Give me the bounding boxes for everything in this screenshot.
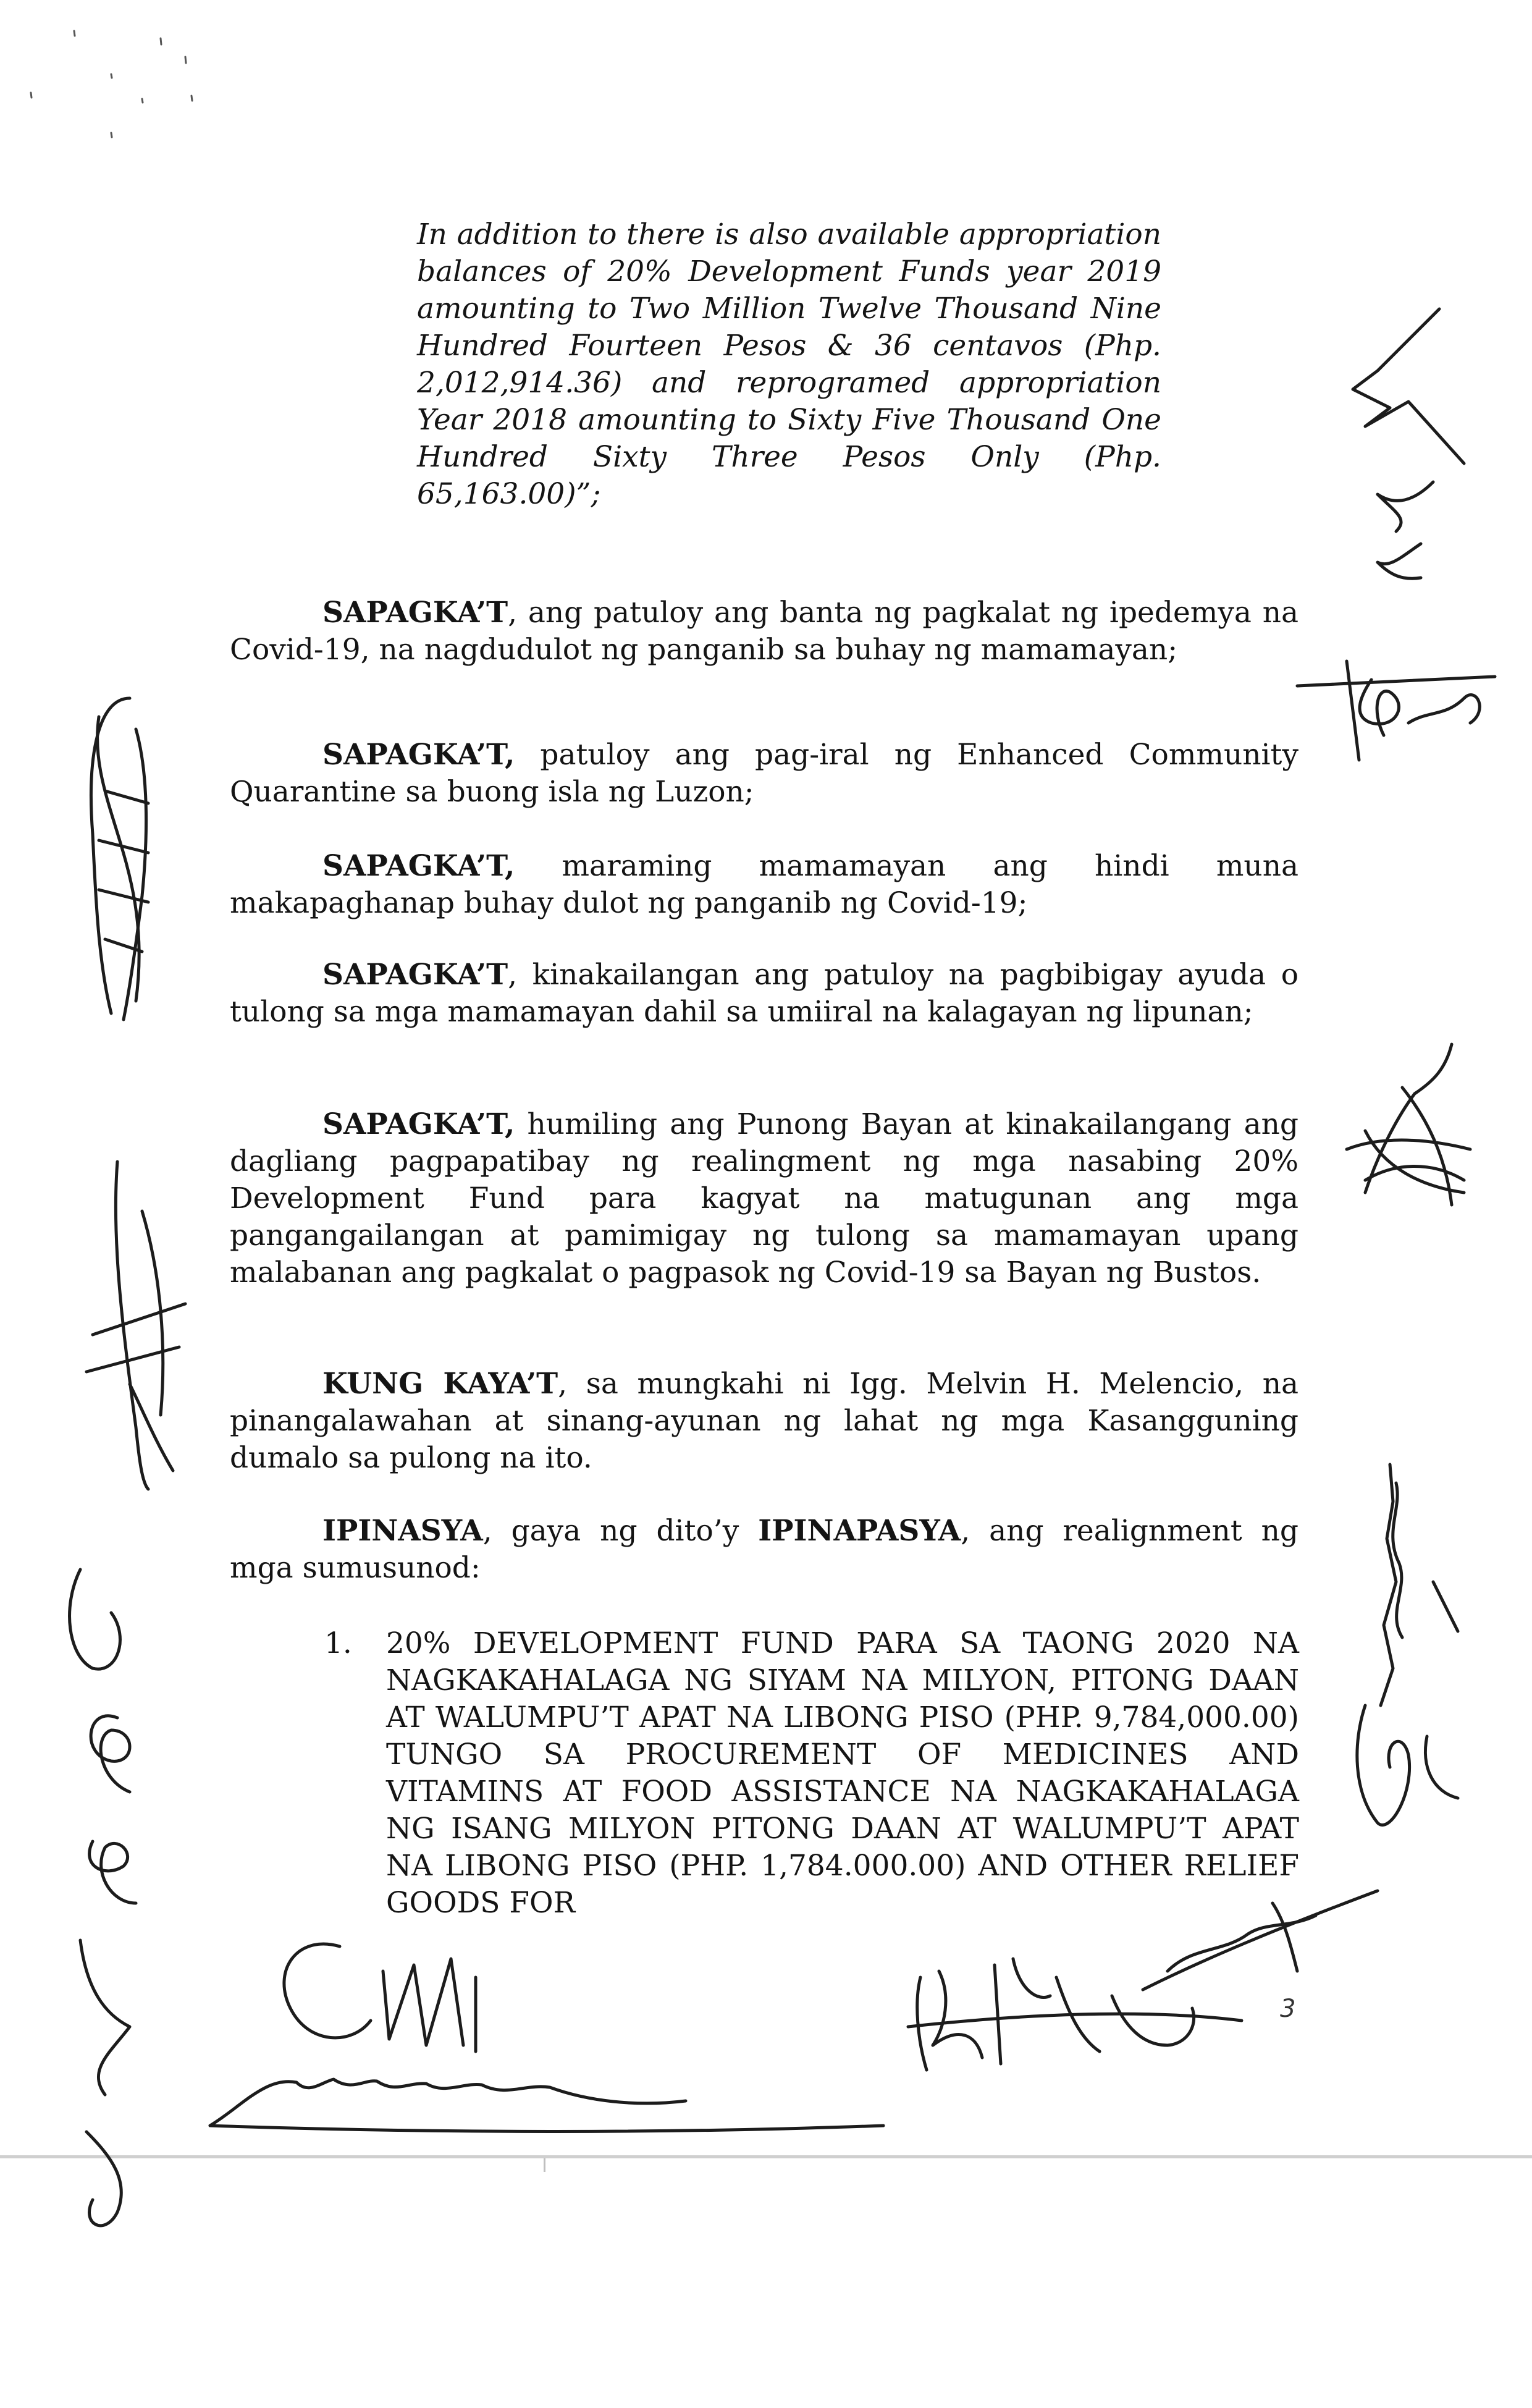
- whereas-paragraph-1: [230, 594, 1298, 669]
- scan-specks: [0, 0, 247, 161]
- paragraph-text: , sa mungkahi ni Igg. Melvin H. Melencio, na pinangalawahan at sinang-ayunan ng lahat ng mga Kasangguning dumalo sa pulong na ito.: [230, 1367, 1298, 1475]
- realignment-list-item: [324, 1625, 1299, 1922]
- whereas-paragraph-4: [230, 957, 1298, 1031]
- signature-bottom-right: [1130, 1878, 1390, 2002]
- whereas-paragraph-3: [230, 848, 1298, 922]
- scan-edge-line: [0, 2155, 1532, 2158]
- list-item-text: 20% DEVELOPMENT FUND PARA SA TAONG 2020 NA NAGKAKAHALAGA NG SIYAM NA MILYON, PITONG DAAN AT WALUMPU’T APAT NA LIBONG PISO (PHP. 9,784,000.00) TUNGO SA PROCUREMENT OF MEDICINES AND VITAMINS AT FOOD ASSISTANCE NA NAGKAKAHALAGA NG ISANG MILYON PITONG DAAN AT WALUMPU’T APAT NA LIBONG PISO (PHP. 1,784.000.00) AND OTHER RELIEF GOODS FOR: [386, 1626, 1299, 1920]
- signature-left-bottom: [43, 1557, 167, 2255]
- signature-right-fourth: [1340, 1446, 1501, 1835]
- paragraph-text: maraming mamamayan ang hindi muna makapaghanap buhay dulot ng panganib ng Covid-19;: [230, 849, 1298, 920]
- signature-right-second: [1285, 649, 1507, 772]
- signature-right-third: [1328, 1032, 1489, 1236]
- quote-text: In addition to there is also available appropriation balances of 20% Development Funds year 2019 amounting to Two Million Twelve Thousand Nine Hundred Fourteen Pesos & 36 centavos (Php. 2,012,914.36) and reprogramed appropriation Year 2018 amounting to Sixty Five Thousand One Hundred Sixty Three Pesos Only (Php. 65,163.00)”;: [417, 218, 1161, 511]
- signature-left-middle: [68, 1149, 204, 1495]
- resolution-mid: , gaya ng dito’y: [482, 1514, 759, 1548]
- signature-bottom-left: [204, 1922, 896, 2138]
- paragraph-lead: SAPAGKA’T,: [322, 849, 515, 883]
- paragraph-lead: KUNG KAYA’T: [322, 1367, 558, 1401]
- whereas-paragraph-5: [230, 1106, 1298, 1291]
- list-item-number: 1.: [324, 1626, 352, 1660]
- paragraph-text: patuloy ang pag-iral ng Enhanced Community Quarantine sa buong isla ng Luzon;: [230, 738, 1298, 809]
- resolution-lead: IPINASYA: [322, 1514, 483, 1548]
- paragraph-lead: SAPAGKA’T: [322, 596, 508, 630]
- whereas-paragraph-2: [230, 737, 1298, 811]
- paragraph-text: , ang patuloy ang banta ng pagkalat ng ipedemya na Covid-19, na nagdudulot ng panganib sa buhay ng mamamayan;: [230, 596, 1298, 667]
- scan-edge-tick: [544, 2158, 545, 2172]
- paragraph-lead: SAPAGKA’T,: [322, 738, 515, 772]
- paragraph-lead: SAPAGKA’T,: [322, 1107, 515, 1141]
- paragraph-lead: SAPAGKA’T: [322, 958, 508, 992]
- therefore-paragraph: [230, 1366, 1298, 1477]
- resolution-paragraph: [230, 1513, 1298, 1587]
- paragraph-text: , kinakailangan ang patuloy na pagbibigay ayuda o tulong sa mga mamamayan dahil sa umiiral na kalagayan ng lipunan;: [230, 958, 1298, 1029]
- page-number: 3: [1280, 1995, 1296, 2023]
- resolution-tail: , ang realignment ng mga sumusunod:: [230, 1514, 1298, 1585]
- signature-left-top: [62, 680, 167, 1026]
- paragraph-text: humiling ang Punong Bayan at kinakailangang ang dagliang pagpapatibay ng realingment ng mga nasabing 20% Development Fund para kagyat na matugunan ang mga pangangailangan at pamimigay ng tulong sa mamamayan upang malabanan ang pagkalat o pagpasok ng Covid-19 sa Bayan ng Bustos.: [230, 1107, 1298, 1290]
- resolution-lead-2: IPINAPASYA: [758, 1514, 961, 1548]
- quoted-appropriation-block: [417, 216, 1161, 513]
- signature-right-top: [1340, 297, 1483, 581]
